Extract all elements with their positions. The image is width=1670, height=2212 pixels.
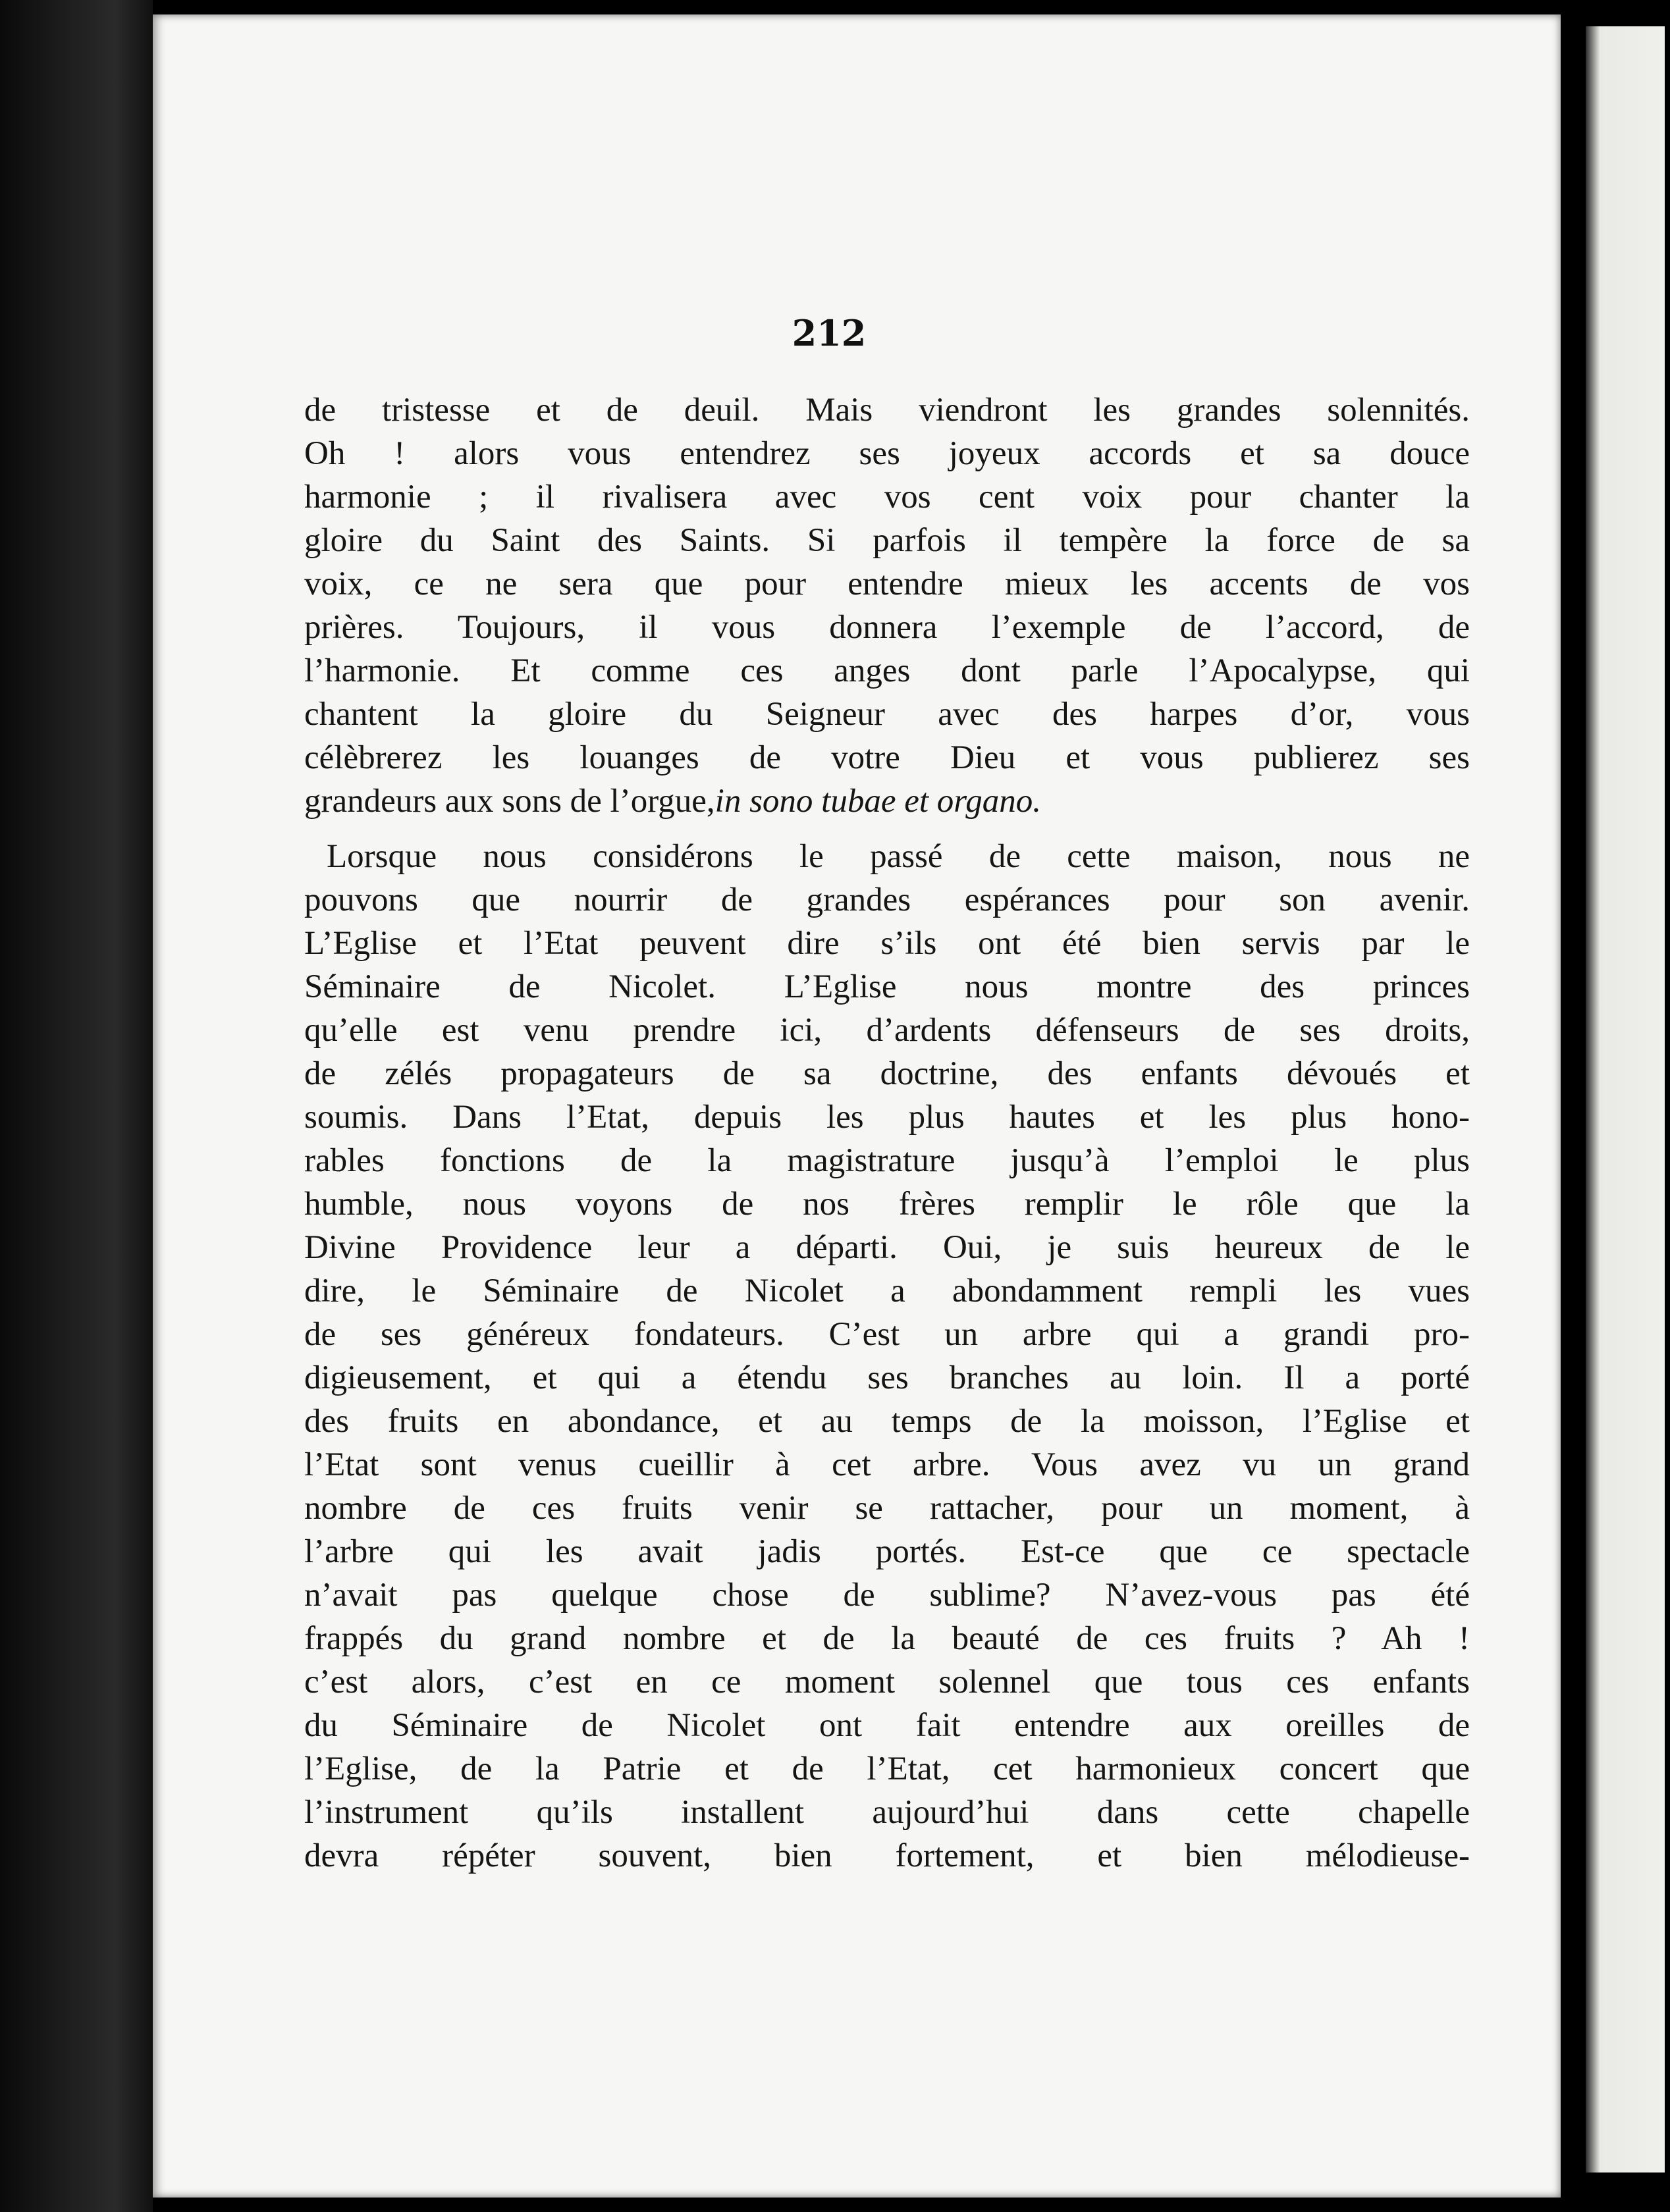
text-line: l’instrument qu’ils installent aujourd’hui dans cette chapelle: [304, 1794, 1470, 1831]
text-line: Divine Providence leur a départi. Oui, je suis heureux de le: [304, 1229, 1470, 1266]
text-line: l’Etat sont venus cueillir à cet arbre. Vous avez vu un grand: [304, 1446, 1470, 1483]
text-line: rables fonctions de la magistrature jusqu’à l’emploi le plus: [304, 1142, 1470, 1179]
text-line: des fruits en abondance, et au temps de la moisson, l’Eglise et: [304, 1403, 1470, 1440]
text-line: soumis. Dans l’Etat, depuis les plus hautes et les plus hono-: [304, 1099, 1470, 1136]
text-line: de zélés propagateurs de sa doctrine, des enfants dévoués et: [304, 1055, 1470, 1092]
right-page-edge: [1561, 0, 1670, 2212]
text-line: n’avait pas quelque chose de sublime? N’avez-vous pas été: [304, 1577, 1470, 1614]
paragraph-1: [304, 388, 1470, 823]
text-line: gloire du Saint des Saints. Si parfois il tempère la force de sa: [304, 522, 1470, 559]
text-line: nombre de ces fruits venir se rattacher, pour un moment, à: [304, 1490, 1470, 1527]
text-line: Séminaire de Nicolet. L’Eglise nous montre des princes: [304, 968, 1470, 1005]
text-line: du Séminaire de Nicolet ont fait entendre aux oreilles de: [304, 1707, 1470, 1744]
paragraph-2: [304, 835, 1470, 1878]
page-number: 212: [792, 312, 867, 354]
body-text: [304, 388, 1470, 1878]
text-line: célèbrerez les louanges de votre Dieu et vous publierez ses: [304, 739, 1470, 776]
text-line: harmonie ; il rivalisera avec vos cent voix pour chanter la: [304, 479, 1470, 515]
text-line: Lorsque nous considérons le passé de cette maison, nous ne: [327, 838, 1470, 875]
text-line: qu’elle est venu prendre ici, d’ardents défenseurs de ses droits,: [304, 1012, 1470, 1049]
text-line: L’Eglise et l’Etat peuvent dire s’ils ont été bien servis par le: [304, 925, 1470, 962]
text-line: prières. Toujours, il vous donnera l’exemple de l’accord, de: [304, 609, 1470, 646]
text-line-segment: grandeurs aux sons de l’orgue,: [304, 783, 715, 820]
text-line: l’harmonie. Et comme ces anges dont parle l’Apocalypse, qui: [304, 652, 1470, 689]
text-line: Oh ! alors vous entendrez ses joyeux accords et sa douce: [304, 435, 1470, 472]
text-line: devra répéter souvent, bien fortement, et bien mélodieuse-: [304, 1837, 1470, 1874]
text-line: de ses généreux fondateurs. C’est un arbre qui a grandi pro-: [304, 1316, 1470, 1353]
text-line: humble, nous voyons de nos frères remplir le rôle que la: [304, 1186, 1470, 1223]
next-page-sliver: [1586, 26, 1665, 2172]
text-line: voix, ce ne sera que pour entendre mieux les accents de vos: [304, 566, 1470, 602]
text-line: frappés du grand nombre et de la beauté de ces fruits ? Ah !: [304, 1620, 1470, 1657]
latin-quote: in sono tubae et organo.: [714, 783, 1041, 820]
text-line: chantent la gloire du Seigneur avec des harpes d’or, vous: [304, 696, 1470, 733]
book-page: [153, 14, 1561, 2198]
text-line-with-latin-quote: [304, 779, 1470, 823]
text-line: digieusement, et qui a étendu ses branches au loin. Il a porté: [304, 1359, 1470, 1396]
text-line: l’Eglise, de la Patrie et de l’Etat, cet harmonieux concert que: [304, 1751, 1470, 1787]
text-line: c’est alors, c’est en ce moment solennel que tous ces enfants: [304, 1664, 1470, 1700]
text-line: dire, le Séminaire de Nicolet a abondamment rempli les vues: [304, 1273, 1470, 1309]
text-line: l’arbre qui les avait jadis portés. Est-ce que ce spectacle: [304, 1533, 1470, 1570]
text-line: de tristesse et de deuil. Mais viendront les grandes solennités.: [304, 392, 1470, 429]
text-line: pouvons que nourrir de grandes espérances pour son avenir.: [304, 882, 1470, 918]
